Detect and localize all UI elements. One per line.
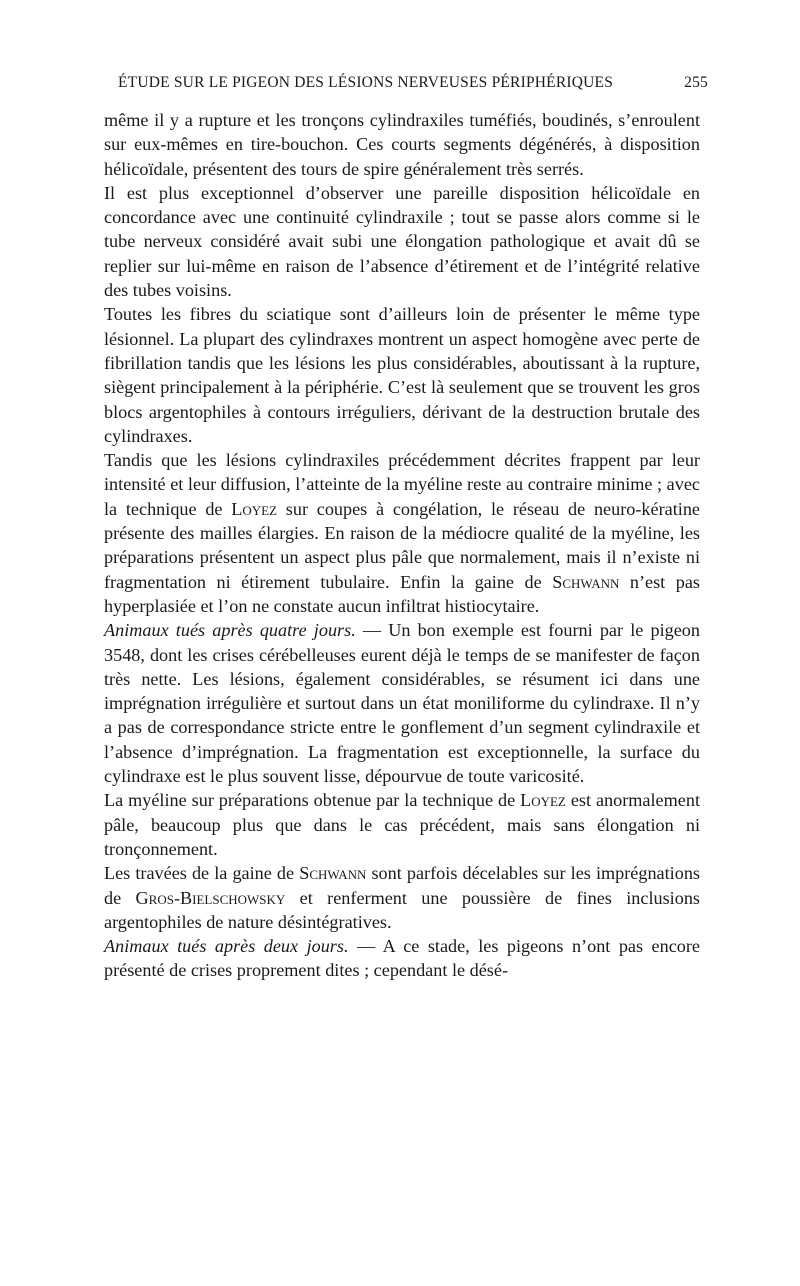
author-name: Gros-Bielschowsky: [135, 887, 286, 908]
text-run: Toutes les fibres du sciatique sont d’ailleurs loin de présenter le même type lésionnel. La plupart des cylindraxes montrent un aspect homogène avec perte de fibrillation tandis que les lésions les plus considérables, aboutissant à la rupture, siègent principalement à la périphérie. C’est là seulement que se trouvent les gros blocs argentophiles à contours irréguliers, dérivant de la destruction brutale des cylindraxes.: [104, 304, 700, 446]
body-text: [104, 108, 700, 983]
section-heading: Animaux tués après deux jours.: [104, 936, 349, 957]
paragraph: [104, 302, 700, 448]
author-name: Loyez: [231, 498, 278, 519]
paragraph: [104, 618, 700, 788]
paragraph: [104, 108, 700, 181]
text-run: et renferment une poussière de fines inclusions argentophiles de nature désintégratives.: [104, 887, 700, 932]
text-run: Tandis que les lésions cylindraxiles précédemment décrites frappent par leur intensité et leur diffusion, l’atteinte de la myéline reste au contraire minime ; avec la technique de: [104, 450, 700, 519]
paragraph: [104, 788, 700, 861]
author-name: Loyez: [520, 790, 566, 811]
text-run: est anormalement pâle, beaucoup plus que dans le cas précédent, mais sans élongation ni tronçonnement.: [104, 790, 700, 859]
section-heading: Animaux tués après quatre jours.: [104, 620, 356, 641]
text-run: — A ce stade, les pigeons n’ont pas encore présenté de crises proprement dites ; cependant le désé-: [104, 936, 700, 981]
text-run: La myéline sur préparations obtenue par la technique de: [104, 790, 521, 811]
running-header: [104, 74, 708, 98]
text-run: sur coupes à congélation, le réseau de neuro-kératine présente des mailles élargies. En raison de la médiocre qualité de la myéline, les préparations présentent un aspect plus pâle que normalement, mais il n’existe ni fragmentation ni étirement tubulaire. Enfin la gaine de: [104, 498, 700, 592]
author-name: Schwann: [552, 571, 620, 592]
paragraph: [104, 934, 700, 983]
paragraph: [104, 181, 700, 302]
running-title: ÉTUDE SUR LE PIGEON DES LÉSIONS NERVEUSES PÉRIPHÉRIQUES: [118, 74, 614, 91]
paragraph: [104, 448, 700, 618]
text-run: Il est plus exceptionnel d’observer une pareille disposition hélicoïdale en concordance avec une continuité cylindraxile ; tout se passe alors comme si le tube nerveux considéré avait subi une élongation pathologique et avait dû se replier sur lui-même en raison de l’absence d’étirement et de l’intégrité relative des tubes voisins.: [104, 182, 700, 301]
text-run: n’est pas hyperplasiée et l’on ne constate aucun infiltrat histiocytaire.: [104, 571, 700, 616]
author-name: Schwann: [299, 863, 367, 884]
text-run: même il y a rupture et les tronçons cylindraxiles tuméfiés, boudinés, s’enroulent sur eux-mêmes en tire-bouchon. Ces courts segments dégénérés, à disposition hélicoïdale, présentent des tours de spire généralement très serrés.: [104, 110, 700, 179]
paragraph: [104, 861, 700, 934]
text-run: — Un bon exemple est fourni par le pigeon 3548, dont les crises cérébelleuses eurent déjà le temps de se manifester de façon très nette. Les lésions, également considérables, se résument ici dans une imprégnation irrégulière et surtout dans un état moniliforme du cylindraxe. Il n’y a pas de correspondance stricte entre le gonflement d’un segment cylindraxile et l’absence d’imprégnation. La fragmentation est exceptionnelle, la surface du cylindraxe est le plus souvent lisse, dépourvue de toute varicosité.: [104, 620, 700, 787]
page-number: 255: [684, 74, 708, 91]
text-run: sont parfois décelables sur les imprégnations de: [104, 863, 701, 908]
text-run: Les travées de la gaine de: [104, 863, 300, 884]
